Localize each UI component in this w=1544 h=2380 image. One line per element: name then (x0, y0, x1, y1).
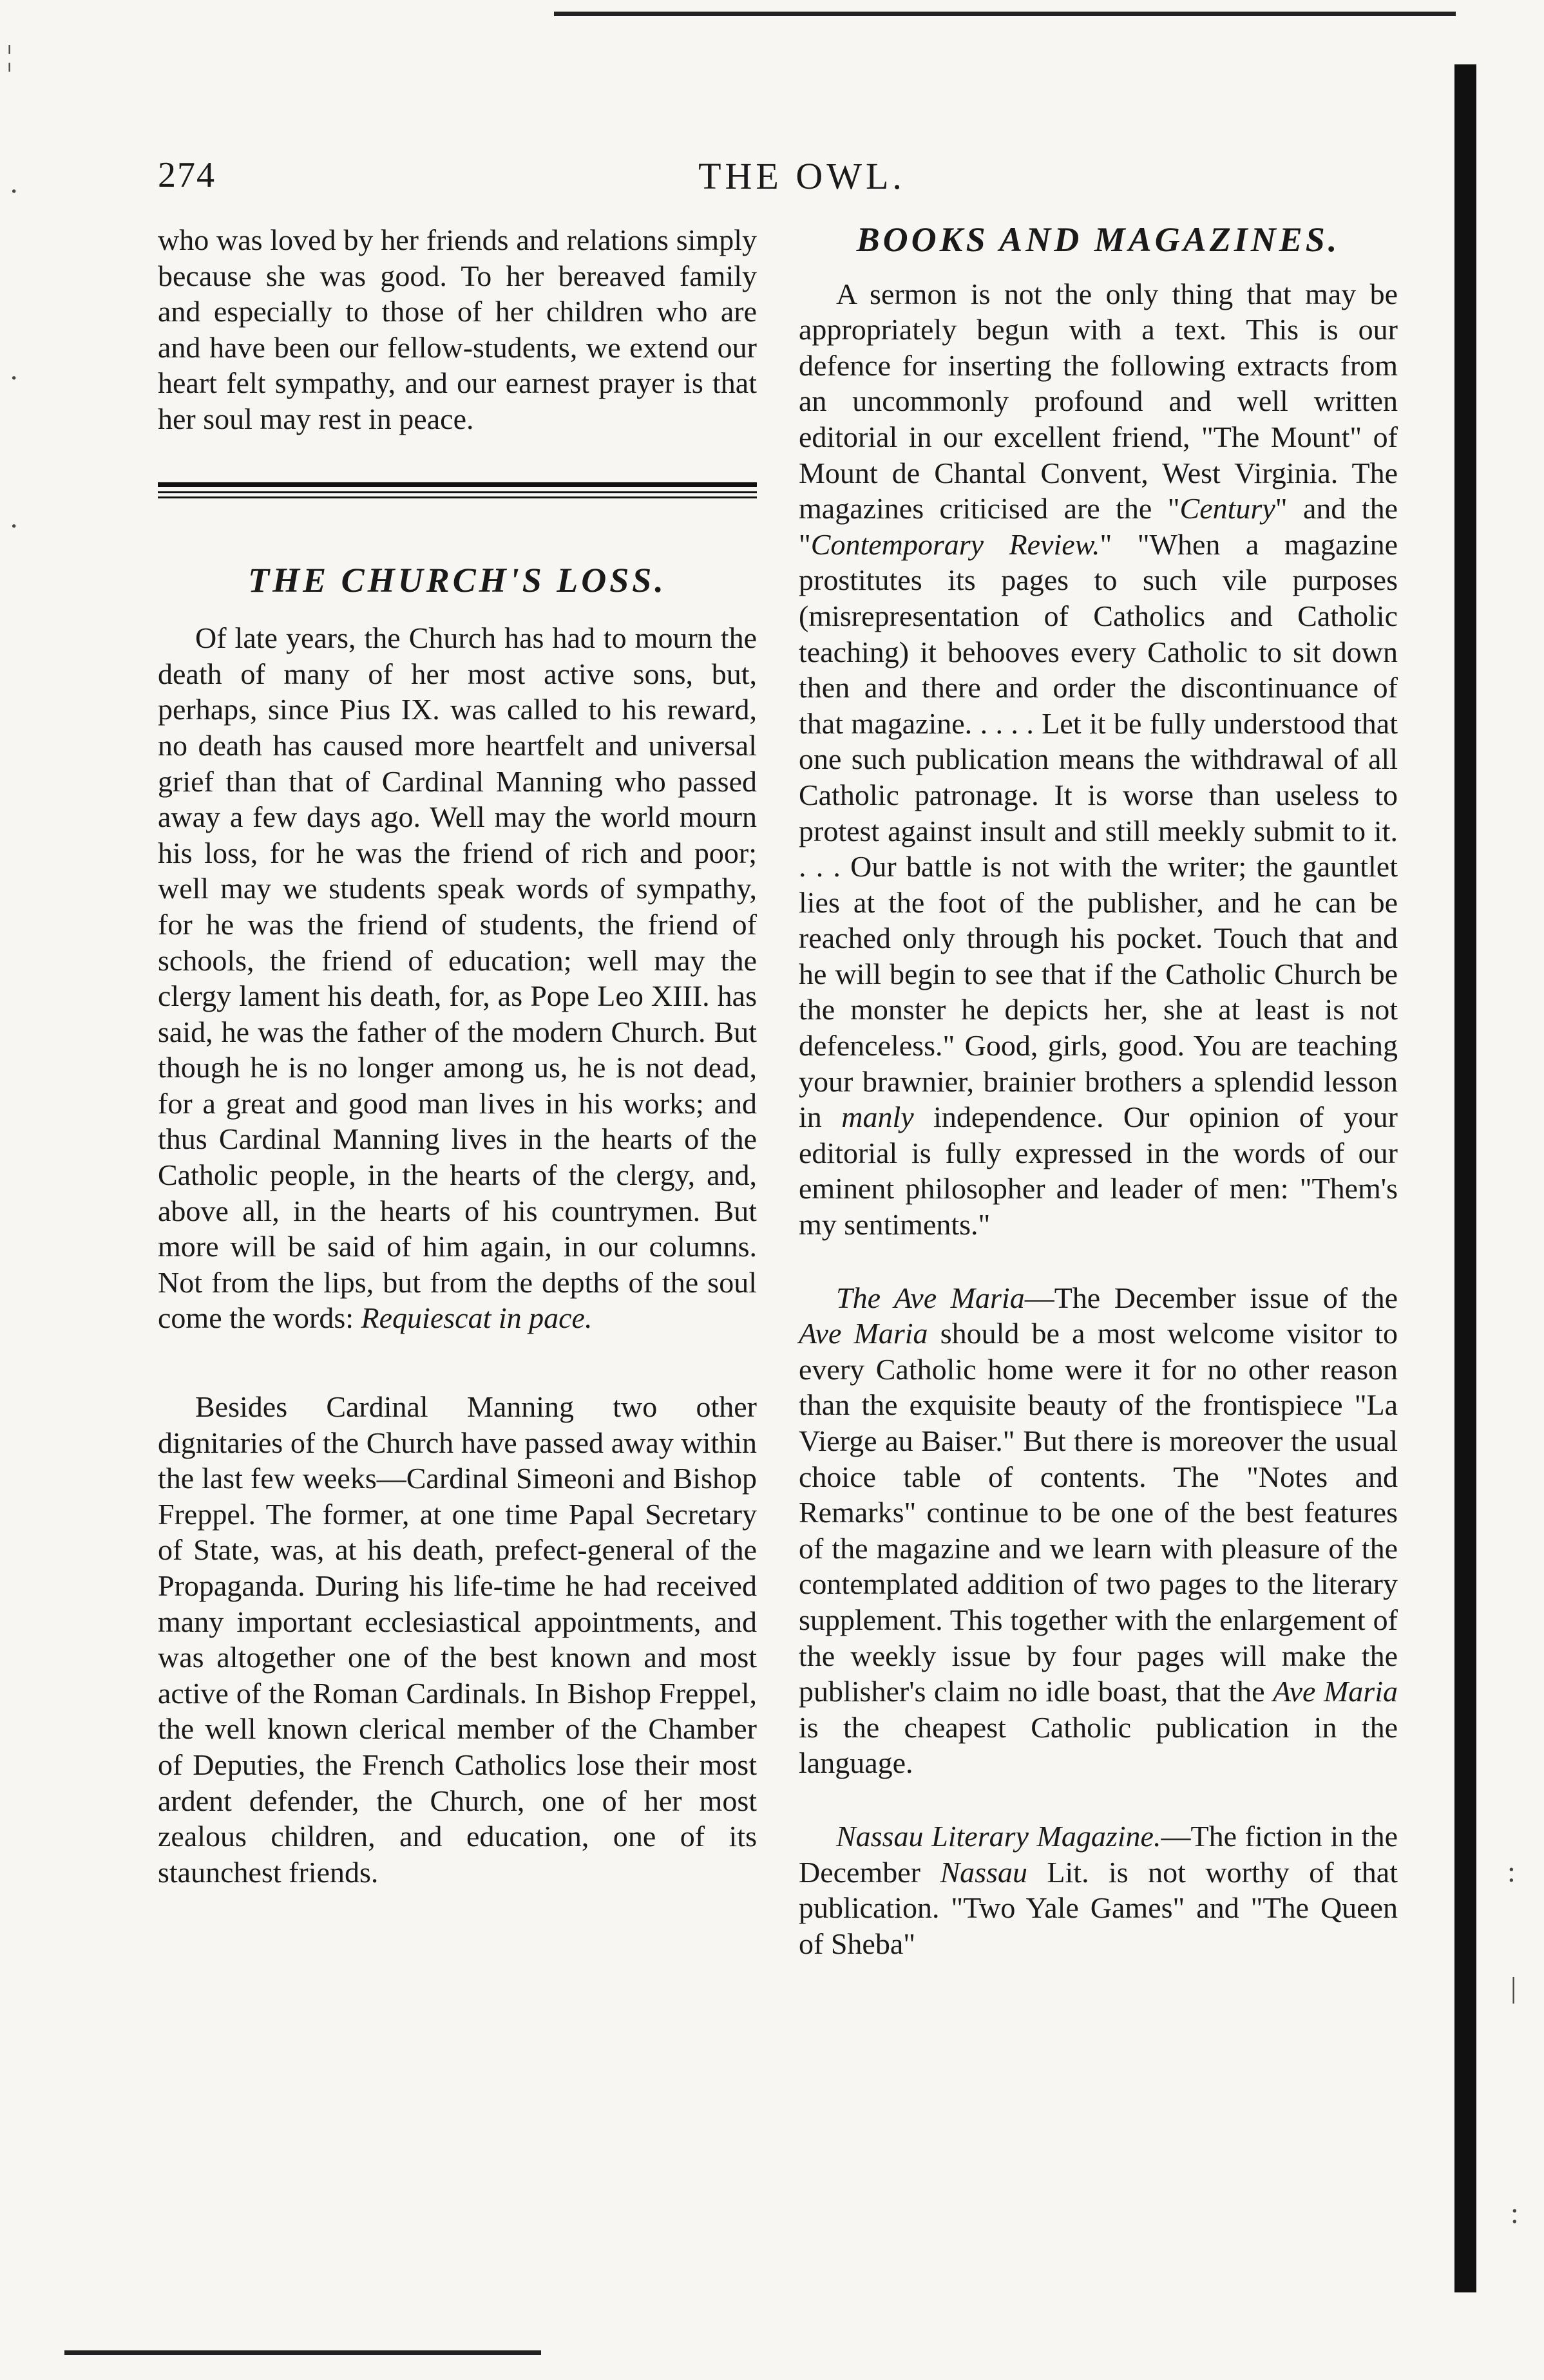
manly-emphasis: manly (841, 1100, 914, 1134)
page-number: 274 (158, 155, 216, 195)
nassau-review (799, 1818, 1398, 1961)
scan-mark: : (1511, 2196, 1519, 2229)
ave-maria-text: —The December issue of the (1024, 1281, 1398, 1314)
nassau-title: Nassau Literary Magazine. (836, 1819, 1161, 1853)
ave-maria-inline-title: Ave Maria (1273, 1675, 1398, 1708)
requiescat-phrase: Requiescat in pace. (361, 1301, 593, 1335)
ave-maria-text: is the cheapest Catholic publication in the language. (799, 1710, 1398, 1780)
books-intro-text: independence. Our opinion of your editorial is fully expressed in the words of our eminent philosopher and leader of men: "Them's my sentiments." (799, 1100, 1398, 1242)
nassau-text: Lit. is not worthy of that publication. "Two Yale Games" and "The Queen of Sheba" (799, 1855, 1398, 1960)
nassau-inline-title: Nassau (940, 1855, 1027, 1889)
scan-mark: · (9, 361, 19, 394)
churchs-loss-paragraph (158, 620, 757, 1336)
section-title-churchs-loss: THE CHURCH'S LOSS. (248, 560, 667, 600)
books-intro-text: " "When a magazine prostitutes its pages to such vile purposes (misrepresentation of Catholics and Catholic teaching) it behooves every Catholic to sit down then and there and order the discontinuance of that magazine. . . . . Let it be fully understood that one such publication means the withdrawal of all Catholic patronage. It is worse than useless to protest against insult and still meekly submit to it. . . . Our battle is not with the writer; the gauntlet lies at the foot of the publisher, and he can be reached only through his pocket. Touch that and he will begin to see that if the Catholic Church be the monster he depicts her, she at least is not defenceless." Good, girls, good. You are teaching your brawnier, brainier brothers a splendid lesson in (799, 527, 1398, 1134)
running-head: THE OWL. (698, 155, 906, 197)
scan-edge-bar (1454, 64, 1476, 2292)
books-intro-paragraph (799, 276, 1398, 1243)
ave-maria-review (799, 1280, 1398, 1781)
books-intro-text: A sermon is not the only thing that may be appropriately begun with a text. This is our defence for inserting the following extracts from an uncommonly profound and well written editorial in our excellent friend, "The Mount" of Mount de Chantal Convent, West Virginia. The magazines criticised are the " (799, 277, 1398, 525)
ave-maria-inline-title: Ave Maria (799, 1317, 928, 1350)
scan-mark: · (9, 175, 19, 207)
obituary-conclusion: who was loved by her friends and relations simply because she was good. To her bereaved family and especially to those of her children who are and have been our fellow-students, we extend our heart felt sympathy, and our earnest prayer is that her soul may rest in peace. (158, 223, 757, 435)
page-header (158, 155, 1459, 206)
right-column (799, 222, 1398, 1961)
churchs-loss-text: Of late years, the Church has had to mourn the death of many of her most active sons, but, perhaps, since Pius IX. was called to his reward, no death has caused more heartfelt and universal grief than that of Cardinal Manning who passed away a few days ago. Well may the world mourn his loss, for he was the friend of rich and poor; well may we students speak words of sympathy, for he was the friend of students, the friend of schools, the friend of education; well may the clergy lament his death, for, as Pope Leo XIII. has said, he was the father of the modern Church. But though he is no longer among us, he is not dead, for a great and good man lives in his works; and thus Cardinal Manning lives in the hearts of the Catholic people, in the hearts of the clergy, and, above all, in the hearts of his countrymen. But more will be said of him again, in our columns. Not from the lips, but from the depths of the soul come the words: (158, 621, 757, 1335)
ave-maria-title: The Ave Maria (836, 1281, 1025, 1314)
scan-mark: : (1507, 1855, 1516, 1888)
scan-mark: | (1511, 1971, 1517, 2004)
scan-mark: ¦ (6, 39, 13, 72)
top-border-rule (554, 12, 1456, 16)
section-title-books-and-magazines: BOOKS AND MAGAZINES. (856, 220, 1340, 259)
nassau-text: —The fiction in the December (799, 1819, 1398, 1889)
left-column (158, 222, 757, 1890)
section-separator (158, 482, 757, 498)
contemporary-review-title: Contemporary Review. (810, 527, 1100, 561)
bottom-border-rule (64, 2350, 541, 2355)
ave-maria-text: should be a most welcome visitor to every Catholic home were it for no other reason than the exquisite beauty of the frontispiece "La Vierge au Baiser." But there is moreover the usual choice table of contents. The "Notes and Remarks" continue to be one of the best features of the magazine and we learn with pleasure of the contemplated addition of two pages to the literary supplement. This together with the enlargement of the weekly issue by four pages will make the publisher's claim no idle boast, that the (799, 1317, 1398, 1708)
other-dignitaries-paragraph: Besides Cardinal Manning two other dignitaries of the Church have passed away within the last few weeks—Cardinal Simeoni and Bishop Freppel. The former, at one time Papal Secretary of State, was, at his death, prefect-general of the Propaganda. During his life-time he had received many important ecclesiastical appointments, and was altogether one of the best known and most active of the Roman Cardinals. In Bishop Freppel, the well known clerical member of the Chamber of Deputies, the French Catholics lose their most ardent defender, the Church, one of her most zealous children, and education, one of its staunchest friends. (158, 1390, 757, 1889)
scan-mark: · (9, 509, 19, 542)
books-intro-text: " and the " (799, 492, 1398, 561)
century-title: Century (1179, 492, 1275, 525)
